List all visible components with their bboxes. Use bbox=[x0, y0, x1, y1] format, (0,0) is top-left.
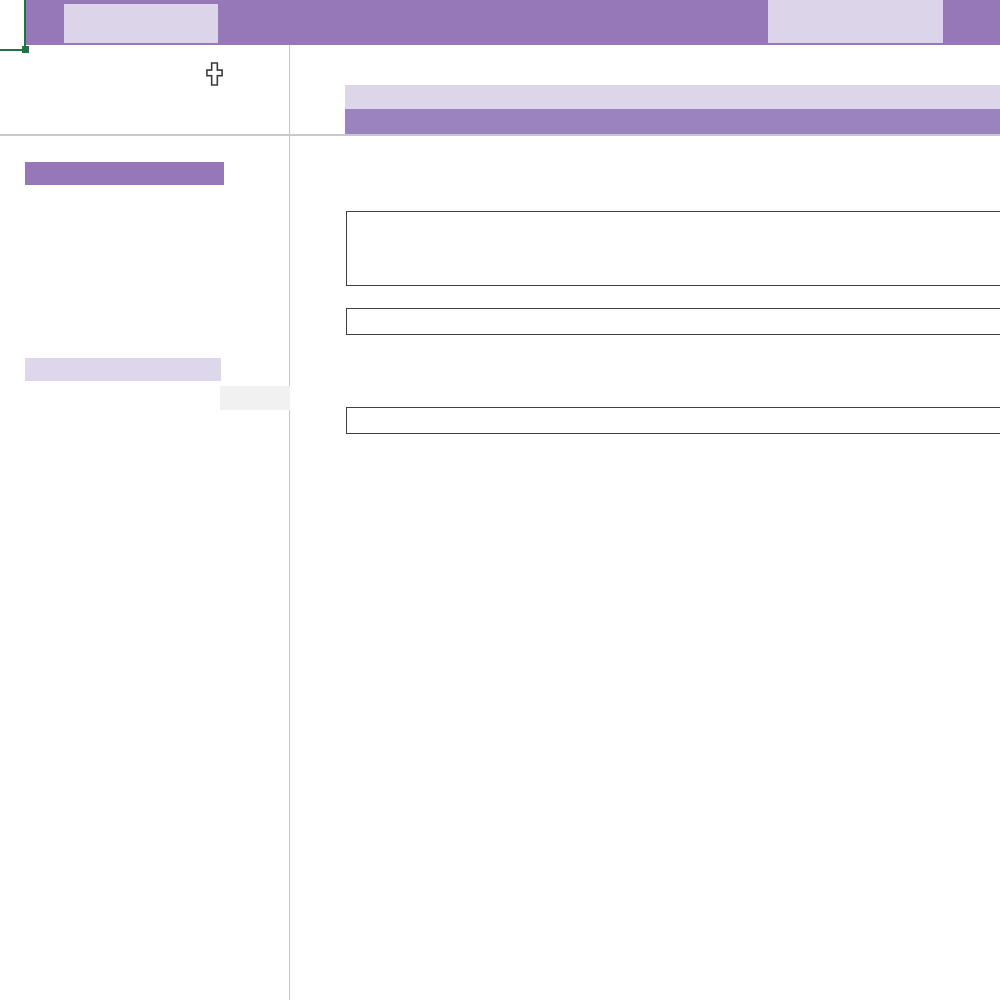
page-title bbox=[290, 0, 750, 58]
company-name-box bbox=[64, 4, 218, 43]
values-total-products-sold bbox=[345, 407, 1000, 432]
values-total-net-customers bbox=[345, 261, 1000, 286]
cell-selection-border-vertical bbox=[24, 0, 26, 47]
values-churned-customers bbox=[345, 237, 1000, 262]
cell-selection-fill-handle[interactable] bbox=[22, 46, 29, 53]
values-active-net-customers bbox=[345, 308, 1000, 333]
freeze-pane-divider bbox=[289, 45, 290, 1000]
date-header-row bbox=[345, 85, 1000, 109]
column-number-row bbox=[345, 109, 1000, 134]
values-new-customers bbox=[345, 212, 1000, 237]
cell-selection-border-horizontal bbox=[0, 49, 22, 51]
header-divider-line bbox=[0, 134, 1000, 136]
section-header-products-ecommerce bbox=[25, 358, 221, 381]
avg-products-input-cell[interactable] bbox=[220, 386, 290, 410]
cell-cursor-icon bbox=[206, 62, 223, 86]
section-header-ecommerce bbox=[25, 162, 224, 185]
summary-button[interactable] bbox=[768, 0, 943, 43]
